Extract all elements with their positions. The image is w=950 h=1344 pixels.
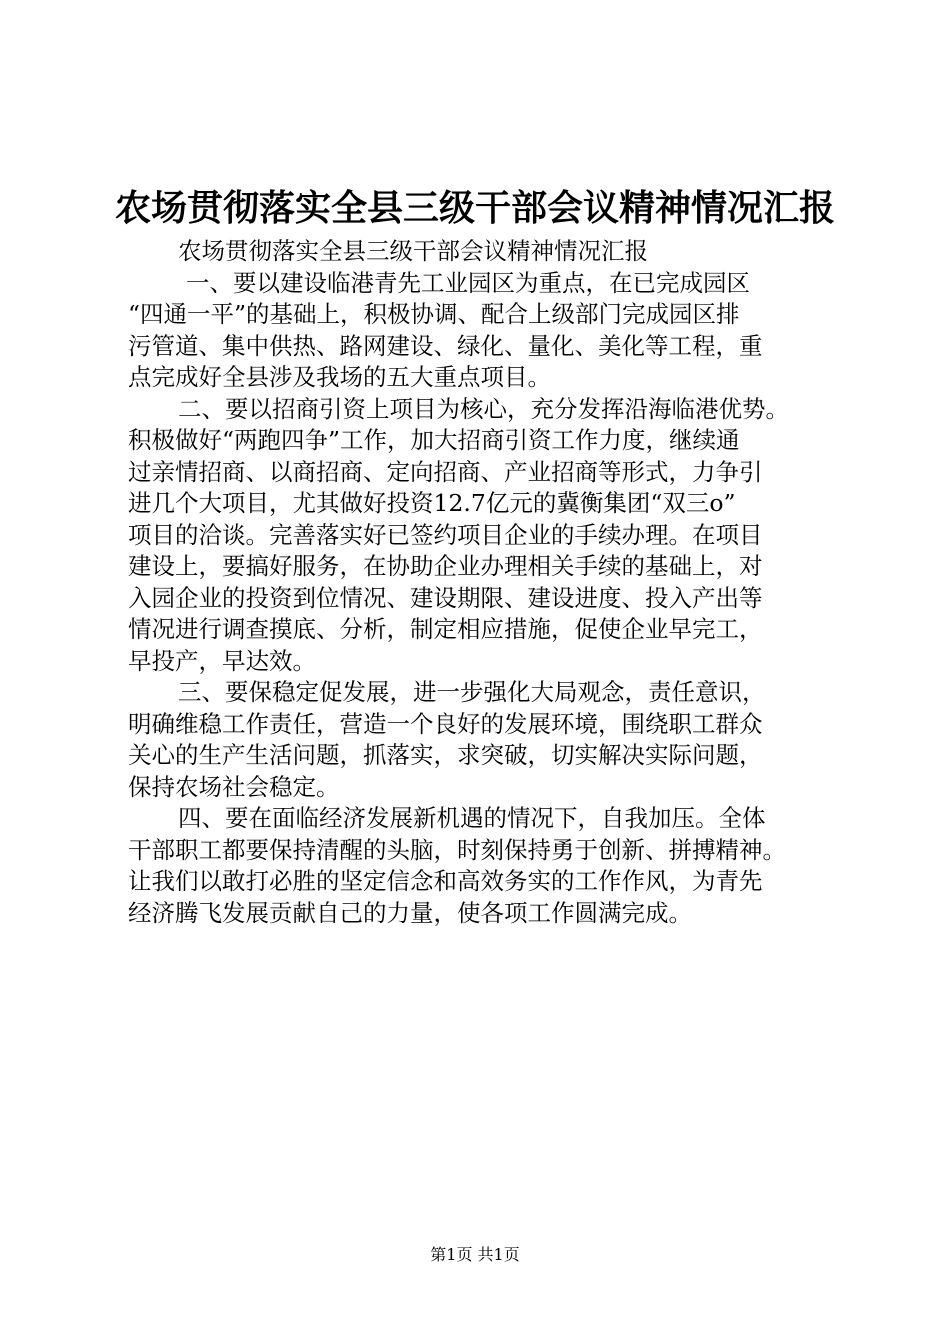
paragraph-4-line: 四、要在面临经济发展新机遇的情况下，自我加压。全体 bbox=[178, 804, 766, 832]
paragraph-2-line: 二、要以招商引资上项目为核心，充分发挥沿海临港优势。 bbox=[178, 394, 789, 423]
subtitle-line: 农场贯彻落实全县三级干部会议精神情况汇报 bbox=[178, 237, 648, 265]
paragraph-2-line: 过亲情招商、以商招商、定向招商、产业招商等形式，力争引 bbox=[128, 457, 763, 486]
paragraph-1-line: “四通一平”的基础上，积极协调、配合上级部门完成园区排 bbox=[128, 300, 740, 328]
paragraph-4-line: 干部职工都要保持清醒的头脑，时刻保持勇于创新、拼搏精神。 bbox=[128, 835, 786, 864]
document-title: 农场贯彻落实全县三级干部会议精神情况汇报 bbox=[114, 187, 835, 229]
paragraph-2-line: 进几个大项目，尤其做好投资12.7亿元的冀衡集团“双三o” bbox=[128, 489, 736, 517]
document-body bbox=[128, 236, 832, 929]
paragraph-2-line: 积极做好“两跑四争”工作，加大招商引资工作力度，继续通 bbox=[128, 426, 740, 454]
paragraph-3-line: 三、要保稳定促发展，进一步强化大局观念，责任意识， bbox=[178, 678, 766, 706]
paragraph-3-line: 明确维稳工作责任，营造一个良好的发展环境，围绕职工群众 bbox=[128, 709, 763, 738]
paragraph-1-line: 一、要以建设临港青先工业园区为重点，在已完成园区 bbox=[186, 268, 750, 297]
paragraph-4-line: 经济腾飞发展贡献自己的力量，使各项工作圆满完成。 bbox=[128, 898, 692, 927]
page-footer: 第1页 共1页 bbox=[430, 1245, 520, 1264]
paragraph-2-line: 情况进行调查摸底、分析，制定相应措施，促使企业早完工， bbox=[128, 615, 763, 643]
paragraph-3-line: 保持农场社会稳定。 bbox=[128, 772, 340, 801]
paragraph-2-line: 项目的洽谈。完善落实好已签约项目企业的手续办理。在项目 bbox=[128, 520, 763, 549]
paragraph-2-line: 建设上，要搞好服务，在协助企业办理相关手续的基础上，对 bbox=[128, 552, 763, 580]
paragraph-2-line: 早投产，早达效。 bbox=[128, 646, 316, 675]
paragraph-2-line: 入园企业的投资到位情况、建设期限、建设进度、投入产出等 bbox=[128, 583, 763, 612]
paragraph-4-line: 让我们以敢打必胜的坚定信念和高效务实的工作作风，为青先 bbox=[128, 867, 763, 895]
paragraph-1-line: 污管道、集中供热、路网建设、绿化、量化、美化等工程，重 bbox=[128, 331, 763, 360]
paragraph-3-line: 关心的生产生活问题，抓落实，求突破，切实解决实际问题， bbox=[128, 741, 763, 769]
paragraph-1-line: 点完成好全县涉及我场的五大重点项目。 bbox=[128, 363, 551, 391]
